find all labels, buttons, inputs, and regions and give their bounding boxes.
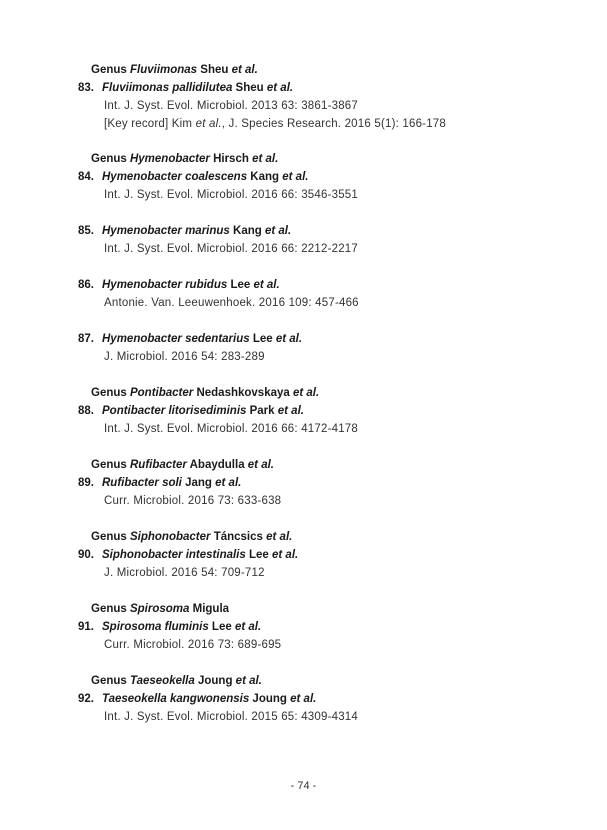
genus-heading: Genus Rufibacter Abaydulla et al. (91, 459, 274, 471)
reference: Int. J. Syst. Evol. Microbiol. 2016 66: 2212-2217 (104, 243, 358, 255)
genus-heading: Genus Fluviimonas Sheu et al. (91, 64, 258, 76)
species-entry: 88. Pontibacter litorisediminis Park et al. (78, 405, 304, 417)
reference: Curr. Microbiol. 2016 73: 633-638 (104, 495, 282, 507)
reference: J. Microbiol. 2016 54: 709-712 (104, 567, 265, 579)
reference: Antonie. Van. Leeuwenhoek. 2016 109: 457-466 (104, 297, 359, 309)
genus-heading: Genus Hymenobacter Hirsch et al. (91, 153, 279, 165)
reference: Int. J. Syst. Evol. Microbiol. 2016 66: 3546-3551 (104, 189, 358, 201)
genus-heading: Genus Pontibacter Nedashkovskaya et al. (91, 387, 320, 399)
page-number: - 74 - (290, 780, 317, 792)
species-entry: 86. Hymenobacter rubidus Lee et al. (78, 279, 280, 291)
reference: Int. J. Syst. Evol. Microbiol. 2016 66: 4172-4178 (104, 423, 358, 435)
reference: Curr. Microbiol. 2016 73: 689-695 (104, 639, 282, 651)
species-entry: 92. Taeseokella kangwonensis Joung et al. (78, 693, 317, 705)
species-entry: 89. Rufibacter soli Jang et al. (78, 477, 242, 489)
species-entry: 90. Siphonobacter intestinalis Lee et al. (78, 549, 299, 561)
species-entry: 85. Hymenobacter marinus Kang et al. (78, 225, 292, 237)
reference: J. Microbiol. 2016 54: 283-289 (104, 351, 265, 363)
species-entry: 87. Hymenobacter sedentarius Lee et al. (78, 333, 303, 345)
reference: Int. J. Syst. Evol. Microbiol. 2013 63: 3861-3867 (104, 100, 358, 112)
genus-heading: Genus Spirosoma Migula (91, 603, 230, 615)
genus-heading: Genus Siphonobacter Táncsics et al. (91, 531, 293, 543)
reference: Int. J. Syst. Evol. Microbiol. 2015 65: 4309-4314 (104, 711, 358, 723)
genus-heading: Genus Taeseokella Joung et al. (91, 675, 262, 687)
species-entry: 91. Spirosoma fluminis Lee et al. (78, 621, 262, 633)
species-entry: 84. Hymenobacter coalescens Kang et al. (78, 171, 309, 183)
reference: [Key record] Kim et al., J. Species Research. 2016 5(1): 166-178 (104, 118, 447, 130)
species-entry: 83. Fluviimonas pallidilutea Sheu et al. (78, 82, 294, 94)
